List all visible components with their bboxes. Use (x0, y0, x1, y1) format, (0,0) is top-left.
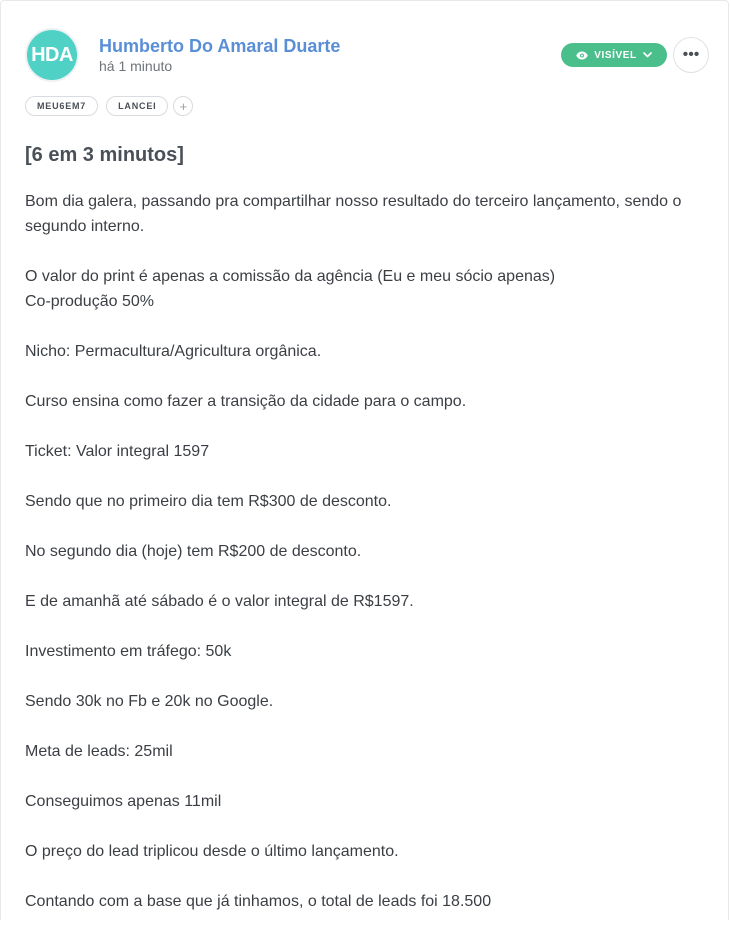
post-paragraph (25, 889, 715, 914)
post-line: O valor do print é apenas a comissão da agência (Eu e meu sócio apenas) (25, 268, 556, 285)
post-line: Sendo que no primeiro dia tem R$300 de desconto. (25, 493, 392, 510)
post-paragraph (25, 589, 715, 614)
post-paragraph (25, 189, 715, 239)
eye-icon (576, 51, 588, 60)
post-line: No segundo dia (hoje) tem R$200 de desconto. (25, 543, 362, 560)
post-paragraph (25, 539, 715, 564)
post-line: O preço do lead triplicou desde o último lançamento. (25, 843, 399, 860)
post-line: Contando com a base que já tinhamos, o total de leads foi 18.500 (25, 893, 492, 910)
avatar-initials: HDA (27, 30, 77, 80)
post-line: Bom dia galera, passando pra compartilhar nosso resultado do terceiro lançamento, sendo o segundo interno. (25, 193, 682, 235)
post-paragraph (25, 839, 715, 864)
post-paragraph (25, 389, 715, 414)
post-line: Meta de leads: 25mil (25, 743, 173, 760)
post-line: Sendo 30k no Fb e 20k no Google. (25, 693, 274, 710)
post-paragraph (25, 264, 715, 314)
avatar[interactable] (25, 28, 79, 82)
plus-icon: + (179, 98, 188, 114)
post-title: [6 em 3 minutos] (25, 144, 184, 166)
post-paragraph (25, 639, 715, 664)
post-line: Conseguimos apenas 11mil (25, 793, 222, 810)
post-paragraph (25, 739, 715, 764)
visibility-label: VISÍVEL (594, 49, 637, 61)
post-line: Ticket: Valor integral 1597 (25, 443, 210, 460)
tag-lancei[interactable]: LANCEI (106, 96, 168, 116)
add-tag-button[interactable] (173, 96, 193, 116)
post-body (25, 189, 715, 939)
post-line: Investimento em tráfego: 50k (25, 643, 232, 660)
visibility-dropdown-button[interactable] (561, 43, 667, 67)
tag-list (25, 96, 193, 116)
post-line: Co-produção 50% (25, 293, 154, 310)
chevron-down-icon (643, 52, 652, 58)
post-line: Curso ensina como fazer a transição da cidade para o campo. (25, 393, 467, 410)
post-line: Nicho: Permacultura/Agricultura orgânica. (25, 343, 322, 360)
post-timestamp: há 1 minuto (99, 58, 173, 74)
post-paragraph (25, 789, 715, 814)
post-line: E de amanhã até sábado é o valor integral de R$1597. (25, 593, 414, 610)
post-paragraph (25, 339, 715, 364)
author-name-link[interactable]: Humberto Do Amaral Duarte (99, 36, 341, 56)
post-paragraph (25, 689, 715, 714)
post-paragraph (25, 489, 715, 514)
ellipsis-icon: ••• (682, 46, 700, 63)
more-options-button[interactable] (673, 37, 709, 73)
post-paragraph (25, 439, 715, 464)
tag-meu6em7[interactable]: MEU6EM7 (25, 96, 98, 116)
